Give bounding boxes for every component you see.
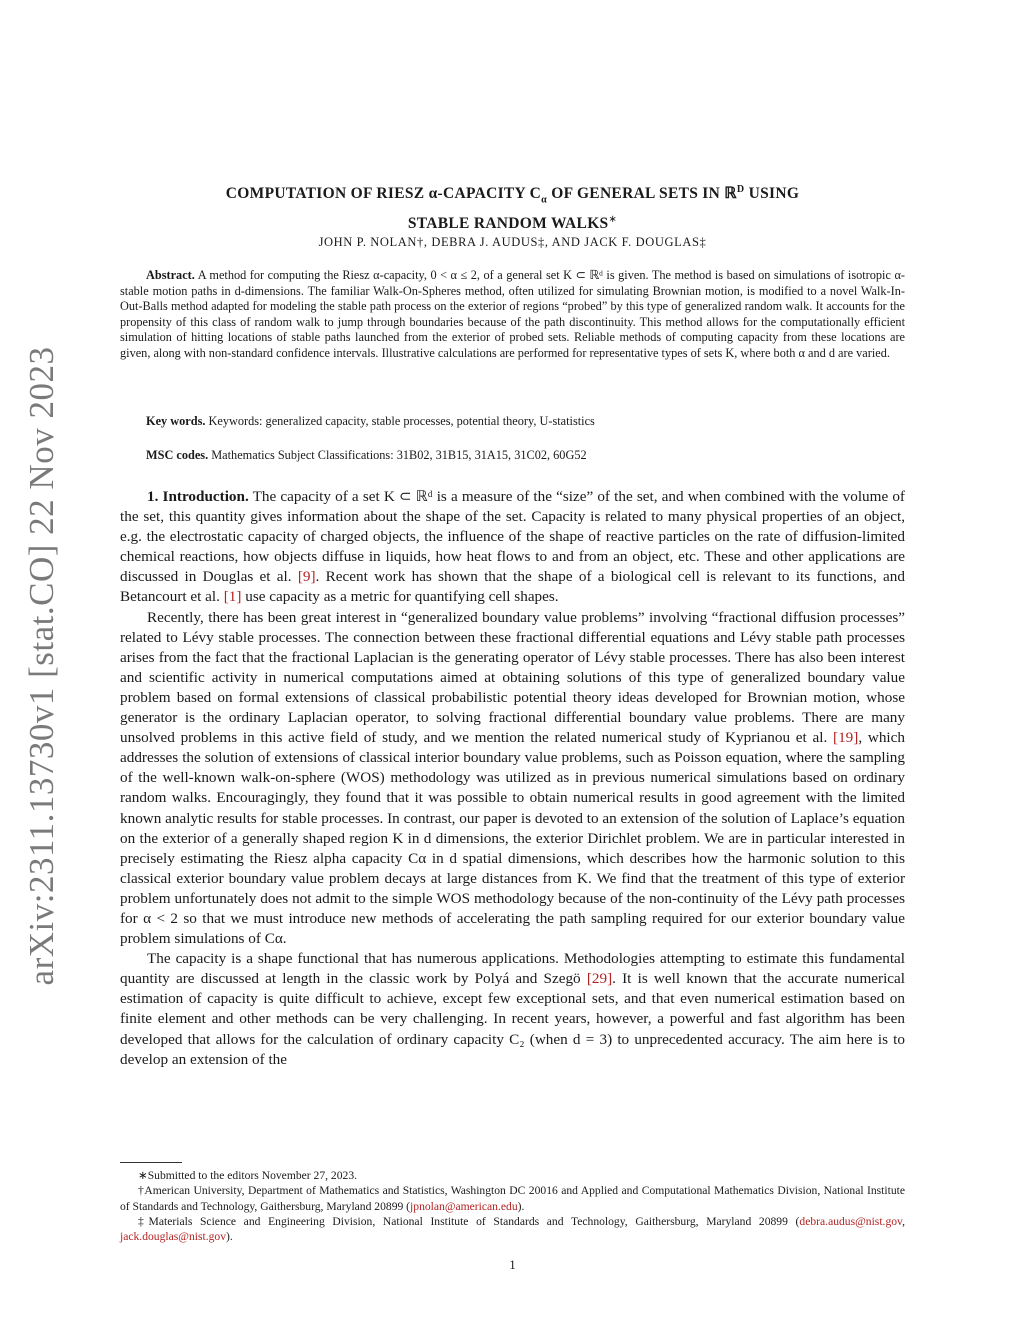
citation-1[interactable]: [1] (223, 588, 242, 606)
title-superscript: D (736, 184, 745, 195)
msc-text: Mathematics Subject Classifications: 31B02, 31B15, 31A15, 31C02, 60G52 (211, 448, 587, 462)
author-list: JOHN P. NOLAN†, DEBRA J. AUDUS‡, AND JACK F. DOUGLAS‡ (318, 235, 707, 249)
para3-text-a: The capacity is a shape functional that has numerous applications. Methodologies attempting to estimate this fundamental quantity are discussed at length in the classic work by Polyá and Szegö (120, 950, 905, 988)
msc-label: MSC codes. (146, 448, 209, 462)
para3-text-b: . It is well known that the accurate numerical estimation of capacity is quite difficult to achieve, except few exceptional sets, and that even numerical estimation based on finite element and other methods can be very challenging. In recent years, however, a powerful and fast algorithm has been developed that allows for the calculation of ordinary capacity C₂ (when d = 3) to unprecedented accuracy. The aim here is to develop an extension of the (120, 970, 905, 1068)
arxiv-identifier: arXiv:2311.13730v1 [stat.CO] 22 Nov 2023 (22, 346, 61, 986)
intro-paragraph-3 (120, 949, 905, 1070)
footnote-nist-end: ). (226, 1230, 233, 1244)
para1-text: The capacity of a set K ⊂ ℝᵈ is a measure of the “size” of the set, and when combined with the volume of the set, this quantity gives information about the shape of the set. Capacity is related to many physical properties of an object, e.g. the electrostatic capacity of charged objects, the influence of the shape of reactive particles on the rate of diffusion-limited chemical reactions, how objects diffuse in liquids, how heat flows to and from an object, etc. These and other applications are discussed in Douglas et al. (120, 488, 905, 586)
citation-29[interactable]: [29] (586, 970, 613, 988)
footnote-nolan-text: †American University, Department of Mathematics and Statistics, Washington DC 20016 and Applied and Computational Mathematics Division, National Institute of Standards and Technology, Gaithersburg, Maryland 20899 ( (120, 1184, 905, 1213)
footnote-email-separator: , (902, 1214, 905, 1228)
arxiv-side-stamp (22, 346, 62, 986)
page-number: 1 (509, 1257, 516, 1272)
email-link-douglas[interactable]: jack.douglas@nist.gov (120, 1230, 226, 1244)
footnote-nist-text: ‡Materials Science and Engineering Division, National Institute of Standards and Technology, Gaithersburg, Maryland 20899 ( (138, 1214, 800, 1228)
paper-title (120, 180, 905, 234)
footnote-nolan (120, 1183, 905, 1214)
footnote-rule (120, 1162, 182, 1163)
title-line-2: STABLE RANDOM WALKS (407, 215, 609, 233)
intro-paragraph-1 (120, 487, 905, 608)
introduction-section (120, 487, 905, 1070)
title-footnote-mark: ∗ (608, 214, 618, 226)
title-subscript: α (541, 194, 548, 206)
email-link-audus[interactable]: debra.audus@nist.gov (799, 1214, 903, 1228)
keywords-label: Key words. (146, 414, 206, 428)
footnote-submitted: ∗Submitted to the editors November 27, 2023. (138, 1169, 358, 1182)
footnote-audus-douglas (120, 1214, 905, 1245)
abstract (120, 268, 905, 362)
title-part-2: OF GENERAL SETS IN ℝ (547, 185, 737, 203)
para2-text-a: Recently, there has been great interest in “generalized boundary value problems” involving “fractional diffusion processes” related to Lévy stable processes. The connection between these fractional differential equations and Lévy stable path processes arises from the fact that the fractional Laplacian is the generating operator of Lévy stable processes. There has also been interest and scientific activity in numerical computations aimed at obtaining solutions of this type of generalized boundary value problem based on formal extensions of classical probabilistic potential theory ideas developed for Brownian motion, whose generator is the ordinary Laplacian operator, to solving fractional differential boundary value problems. There are many unsolved problems in this active field of study, and we mention the related numerical study of Kyprianou et al. (120, 608, 905, 747)
title-part-1: COMPUTATION OF RIESZ α-CAPACITY C (225, 185, 542, 203)
intro-paragraph-2 (120, 608, 905, 950)
msc-codes (120, 448, 905, 463)
para2-text-b: , which addresses the solution of extensions of classical interior boundary value problems, such as Poisson equation, where the sampling of the well-known walk-on-sphere (WOS) methodology was utilized as in previous numerical simulations based on ordinary random walks. Encouragingly, they found that it was possible to obtain numerical results in good agreement with the limited known analytic results for stable processes. In contrast, our paper is devoted to an extension of the solution of Laplace’s equation on the exterior of a generally shaped region K in d dimensions, the exterior Dirichlet problem. We are in particular interested in precisely estimating the Riesz alpha capacity Cα in d spatial dimensions, which describes how the harmonic solution to this classical exterior boundary value problem decays at large distances from K. We find that the treatment of this type of exterior problem unfortunately does not admit to the simple WOS methodology because of the non-continuity of the Lévy path processes for α < 2 so that we must introduce new methods of accelerating the path sampling required for our exterior boundary value problem simulations of Cα. (120, 729, 905, 948)
keywords-text: Keywords: generalized capacity, stable processes, potential theory, U-statistics (208, 414, 595, 428)
citation-9[interactable]: [9] (297, 568, 316, 586)
abstract-text: A method for computing the Riesz α-capacity, 0 < α ≤ 2, of a general set K ⊂ ℝᵈ is given. The method is based on simulations of isotropic α-stable motion paths in d-dimensions. The familiar Walk-On-Spheres method, often utilized for simulating Brownian motion, is modified to a novel Walk-In-Out-Balls method adapted for modeling the stable path process on the exterior of regions “probed” by this type of generalized random walk. It accounts for the propensity of this class of random walk to jump through boundaries because of the path discontinuity. This method allows for the computationally efficient simulation of hitting locations of stable paths launched from the exterior of probed sets. Reliable methods of computing capacity from these locations are given, along with non-standard confidence intervals. Illustrative calculations are performed for representative types of sets K, where both α and d are varied. (120, 268, 905, 360)
para1-text-b: . Recent work has shown that the shape of a biological cell is relevant to its functions, and Betancourt et al. (120, 568, 905, 606)
citation-19[interactable]: [19] (833, 729, 859, 747)
footnotes (120, 1168, 905, 1244)
email-link-nolan[interactable]: jpnolan@american.edu (410, 1199, 518, 1213)
section-heading: 1. Introduction. (147, 488, 249, 505)
para1-text-c: use capacity as a metric for quantifying cell shapes. (241, 588, 559, 606)
keywords (120, 414, 905, 429)
footnote-nolan-end: ). (517, 1199, 525, 1213)
title-part-3: USING (744, 185, 800, 203)
abstract-label: Abstract. (146, 268, 195, 282)
